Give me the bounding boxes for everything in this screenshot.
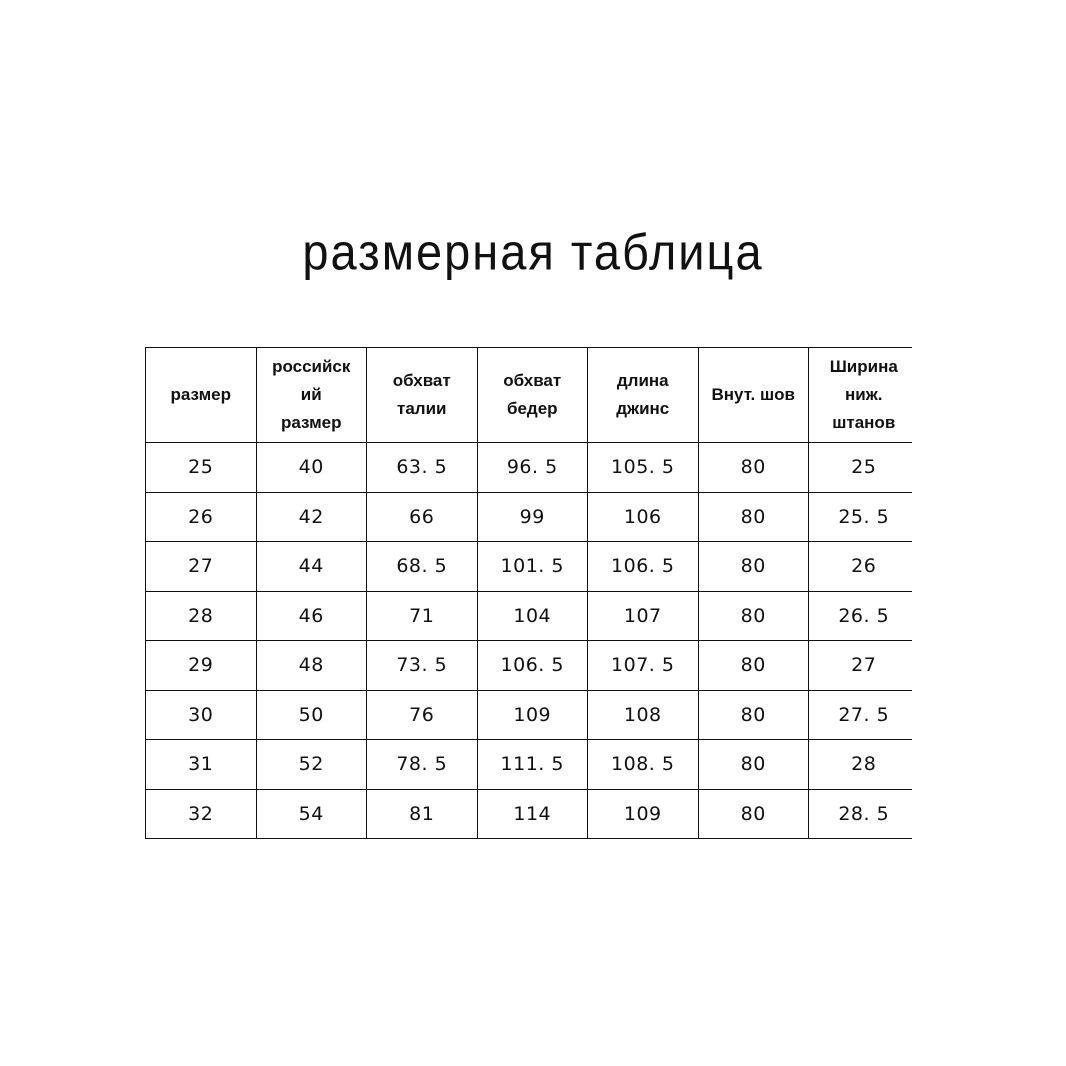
table-cell: 80 xyxy=(698,690,809,740)
table-cell: 80 xyxy=(698,492,809,542)
table-row xyxy=(146,740,913,790)
table-cell: 96. 5 xyxy=(477,443,588,493)
table-cell: 54 xyxy=(256,789,367,839)
table-cell: 68. 5 xyxy=(367,542,478,592)
table-cell: 80 xyxy=(698,443,809,493)
table-cell: 114 xyxy=(477,789,588,839)
header-hips: обхват бедер xyxy=(477,348,588,443)
table-cell: 27. 5 xyxy=(809,690,913,740)
table-cell: 25. 5 xyxy=(809,492,913,542)
table-cell: 80 xyxy=(698,789,809,839)
header-jeans-length: длина джинс xyxy=(588,348,699,443)
table-cell: 26 xyxy=(809,542,913,592)
table-cell: 26. 5 xyxy=(809,591,913,641)
size-table-container xyxy=(145,347,912,839)
table-cell: 26 xyxy=(146,492,257,542)
table-cell: 101. 5 xyxy=(477,542,588,592)
table-cell: 111. 5 xyxy=(477,740,588,790)
table-row xyxy=(146,591,913,641)
table-cell: 106. 5 xyxy=(588,542,699,592)
table-row xyxy=(146,542,913,592)
table-row xyxy=(146,641,913,691)
table-cell: 104 xyxy=(477,591,588,641)
table-cell: 32 xyxy=(146,789,257,839)
table-cell: 80 xyxy=(698,542,809,592)
table-cell: 108. 5 xyxy=(588,740,699,790)
table-cell: 105. 5 xyxy=(588,443,699,493)
table-cell: 106. 5 xyxy=(477,641,588,691)
page-title: размерная таблица xyxy=(302,222,764,281)
table-cell: 99 xyxy=(477,492,588,542)
table-cell: 63. 5 xyxy=(367,443,478,493)
table-row xyxy=(146,789,913,839)
header-size: размер xyxy=(146,348,257,443)
table-cell: 71 xyxy=(367,591,478,641)
table-row xyxy=(146,492,913,542)
table-cell: 106 xyxy=(588,492,699,542)
table-cell: 78. 5 xyxy=(367,740,478,790)
table-cell: 80 xyxy=(698,740,809,790)
table-cell: 40 xyxy=(256,443,367,493)
table-cell: 28 xyxy=(146,591,257,641)
table-row xyxy=(146,443,913,493)
table-cell: 109 xyxy=(477,690,588,740)
table-cell: 31 xyxy=(146,740,257,790)
table-cell: 42 xyxy=(256,492,367,542)
size-table xyxy=(145,347,912,839)
table-cell: 109 xyxy=(588,789,699,839)
table-cell: 80 xyxy=(698,591,809,641)
table-cell: 28. 5 xyxy=(809,789,913,839)
table-cell: 66 xyxy=(367,492,478,542)
table-cell: 29 xyxy=(146,641,257,691)
table-cell: 25 xyxy=(809,443,913,493)
table-cell: 76 xyxy=(367,690,478,740)
table-cell: 30 xyxy=(146,690,257,740)
table-cell: 80 xyxy=(698,641,809,691)
table-cell: 52 xyxy=(256,740,367,790)
table-cell: 48 xyxy=(256,641,367,691)
table-cell: 50 xyxy=(256,690,367,740)
table-cell: 107 xyxy=(588,591,699,641)
table-cell: 73. 5 xyxy=(367,641,478,691)
table-cell: 107. 5 xyxy=(588,641,699,691)
table-cell: 81 xyxy=(367,789,478,839)
table-row xyxy=(146,690,913,740)
header-leg-opening: Ширина ниж. штанов xyxy=(809,348,913,443)
header-russian-size: российск ий размер xyxy=(256,348,367,443)
table-cell: 28 xyxy=(809,740,913,790)
table-cell: 46 xyxy=(256,591,367,641)
table-cell: 27 xyxy=(146,542,257,592)
table-cell: 25 xyxy=(146,443,257,493)
table-header-row xyxy=(146,348,913,443)
header-waist: обхват талии xyxy=(367,348,478,443)
table-cell: 108 xyxy=(588,690,699,740)
table-cell: 44 xyxy=(256,542,367,592)
table-cell: 27 xyxy=(809,641,913,691)
header-inseam: Внут. шов xyxy=(698,348,809,443)
